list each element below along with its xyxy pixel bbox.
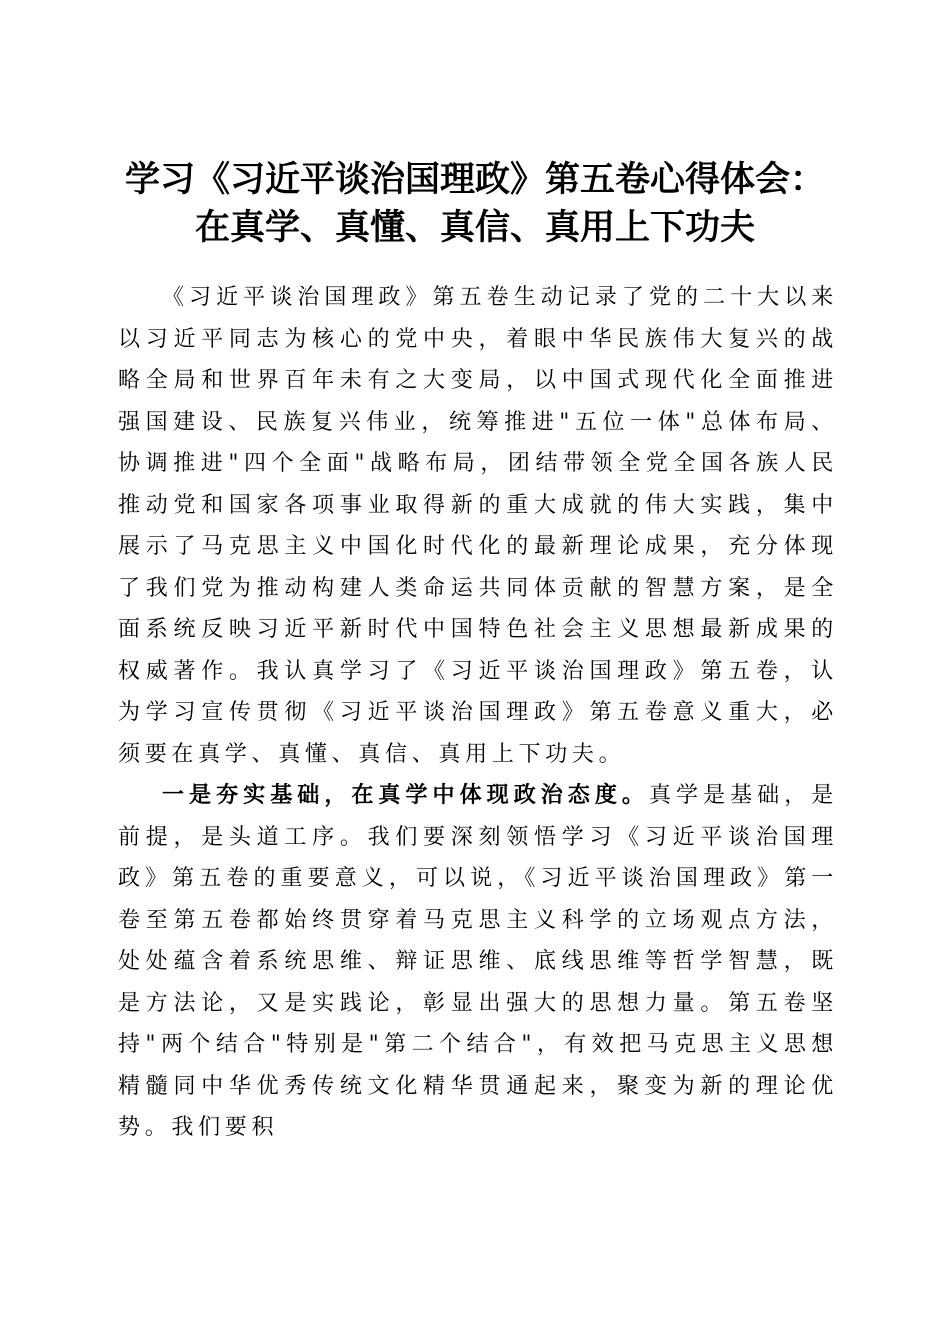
paragraph-text: 真学是基础，是前提，是头道工序。我们要深刻领悟学习《习近平谈治国理政》第五卷的重要意义，可以说，《习近平谈治国理政》第一卷至第五卷都始终贯穿着马克思主义科学的立场观点方法，处处蕴含着系统思维、辩证思维、底线思维等哲学智慧，既是方法论，又是实践论，彰显出强大的思想力量。第五卷坚持"两个结合"特别是"第二个结合"，有效把马克思主义思想精髓同中华优秀传统文化精华贯通起来，聚变为新的理论优势。我们要积 — [118, 783, 838, 1140]
document-body — [118, 277, 838, 1149]
title-line-2: 在真学、真懂、真信、真用上下功夫 — [194, 207, 755, 249]
document-title — [100, 156, 850, 252]
paragraph-intro — [118, 277, 838, 775]
title-line-1: 学习《习近平谈治国理政》第五卷心得体会： — [124, 159, 825, 201]
paragraph-text: 《习近平谈治国理政》第五卷生动记录了党的二十大以来以习近平同志为核心的党中央，着眼中华民族伟大复兴的战略全局和世界百年未有之大变局，以中国式现代化全面推进强国建设、民族复兴伟业，统筹推进"五位一体"总体布局、协调推进"四个全面"战略布局，团结带领全党全国各族人民推动党和国家各项事业取得新的重大成就的伟大实践，集中展示了马克思主义中国化时代化的最新理论成果，充分体现了我们党为推动构建人类命运共同体贡献的智慧方案，是全面系统反映习近平新时代中国特色社会主义思想最新成果的权威著作。我认真学习了《习近平谈治国理政》第五卷，认为学习宣传贯彻《习近平谈治国理政》第五卷意义重大，必须要在真学、真懂、真信、真用上下功夫。 — [118, 285, 838, 767]
paragraph-lead: 一是夯实基础，在真学中体现政治态度。 — [162, 782, 649, 808]
paragraph-point-one — [118, 775, 838, 1149]
